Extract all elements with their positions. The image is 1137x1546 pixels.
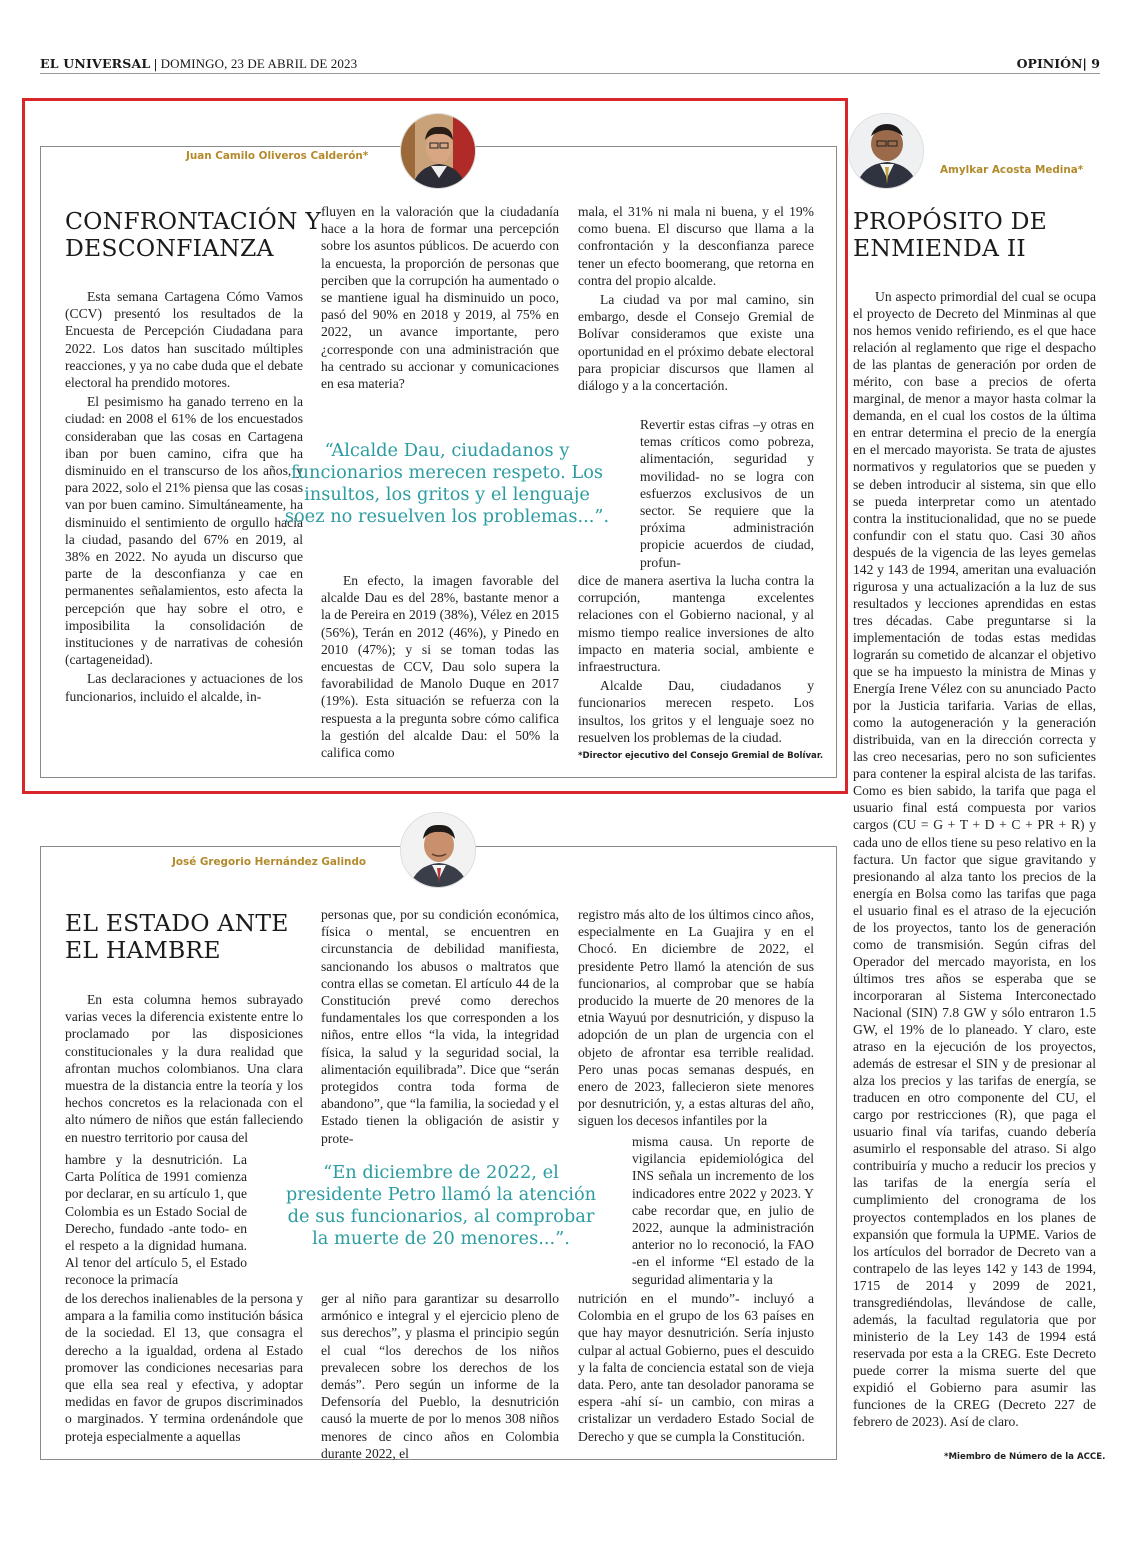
paragraph: hambre y la desnutrición. La Carta Política de 1991 comienza por declarar, en su artículo 1, que Colombia es un Estado Social de Derecho, fundado -ante todo- en el respeto a la dignidad humana. Al tenor del artículo 5, el Estado reconoce la primacía (65, 1152, 247, 1288)
article-column (321, 572, 559, 763)
author-footnote: *Miembro de Número de la ACCE. (944, 1452, 1106, 1462)
article-column (65, 1151, 247, 1291)
article-headline (853, 208, 1047, 262)
headline-line: DESCONFIANZA (65, 234, 274, 262)
pull-quote-line: “En diciembre de 2022, el (323, 1162, 559, 1183)
paragraph: nutrición en el mundo”- incluyó a Colombia en el grupo de los 63 países en que hay mayor desnutrición. Sería injusto culpar al actual Gobierno, pues el descuido y la falta de conciencia estatal son de vieja data. Pero, ante tan desolador panorama se espera -ahí sí- un cambio, con miras a cristalizar un verdadero Estado Social de Derecho y que se cumpla la Constitución. (578, 1291, 814, 1444)
pull-quote-line: presidente Petro llamó la atención (285, 1184, 597, 1205)
article-headline (65, 910, 289, 964)
paragraph: Esta semana Cartagena Cómo Vamos (CCV) presentó los resultados de la Encuesta de Percepción Ciudadana para 2022. Los datos han suscitado múltiples reacciones, y ya no cabe duda que el debate electoral ha prendido motores. (65, 289, 303, 391)
paragraph: Un aspecto primordial del cual se ocupa el proyecto de Decreto del Minminas al que nos hemos venido refiriendo, es el que hace relación al reglamento que rige el despacho de las plantas de generación por orden de mérito, con base a precios de oferta marginal, de menor a mayor hasta colmar la demanda, en el cual los costos de la última en entrar determina el precio de la energía en el mercado mayorista. Se trata de ajustes normativos y regulatorios que se pueden y se deben introducir al sistema, sin que ello se pueda interpretar como un atentado contra la institucionalidad, que no se puede confundir con el statu quo. Casi 30 años después de la vigencia de las leyes gemelas 142 y 143 de 1994, ameritan una evaluación rigurosa y una actualización a la luz de sus resultados y lecciones aprendidas en estas tres décadas. Cabe preguntarse si la implementación de todas estas medidas lograrán su cometido de alcanzar el objetivo que se ha impuesto la ministra de Minas y Energía Irene Vélez con su anunciado Pacto por la Justicia tarifaria. Varias de ellas, como la autogeneración y la generación distribuida, van en la dirección correcta y las creo necesarias, pero no son suficientes para contener la espiral alcista de las tarifas. Como es bien sabido, la tarifa que paga el usuario final está compuesta por varios cargos (CU = G + T + D + C + PR + R) y cada uno de ellos tiene su peso relativo en la factura. Un factor que sigue gravitando y presionando al alza tanto los precios de la energía en Bolsa como las tarifas que paga el usuario final es el atraso de la ejecución de los proyectos, tanto los de generación como de transmisión. Según cifras del Operador del mercado mayorista, en los últimos tres años se esperaba que se incorporaran al Sistema Interconectado Nacional (SIN) 7.8 GW y sólo entraron 1.5 GW, el 19% de lo planeado. Y claro, este atraso en la ejecución de los proyectos, además de estresar el SIN y de presionar al alza los precios y las tarifas de energía, se traducen en otro componente del CU, el cargo por restricciones (R), que paga el usuario final vía tarifas, cuando debería asumirlo el responsable del atraso. Si algo contribuiría y mucho a reducir los precios y las tarifas de la energía sería el cumplimiento del cronograma de los proyectos contemplados en los planes de expansión que formula la UPME. Varios de los artículos del borrador de Decreto van a contrapelo de las leyes 142 y 143 de 1994, 1715 de 2014 y 2099 de 2021, transgrediéndolas, llevándose de calle, además, la facultad regulatoria que por ministerio de la Ley 143 de 1994 está reservada por esta a la CREG. Este Decreto puede correr la misma suerte del que expidió el Gobierno para asumir las funciones de la CREG (Decreto 227 de febrero de 2023). Así de claro. (853, 289, 1096, 1430)
paragraph: Revertir estas cifras –y otras en temas críticos como pobreza, alimentación, seguridad y movilidad- no se logra con esfuerzos exclusivos de un sector. Se requiere que la próxima administración propicie acuerdos de ciudad, profun- (640, 417, 814, 570)
pull-quote-line: soez no resuelven los problemas...”. (284, 506, 610, 527)
article-column (321, 1290, 559, 1464)
author-photo (400, 812, 476, 888)
author-photo (848, 113, 924, 189)
masthead-right (1017, 56, 1100, 71)
author-photo (400, 113, 476, 189)
headline-line: EL ESTADO ANTE (65, 909, 289, 937)
article-column (578, 1290, 814, 1447)
paragraph: La ciudad va por mal camino, sin embargo, desde el Consejo Gremial de Bolívar consideramos que existe una oportunidad en el próximo debate electoral para propiciar discursos que llamen al diálogo y a la concertación. (578, 292, 814, 394)
pull-quote-line: insultos, los gritos y el lenguaje (304, 484, 590, 505)
author-byline: Juan Camilo Oliveros Calderón* (182, 150, 372, 162)
section-name: OPINIÓN| (1016, 56, 1087, 71)
article-column (640, 416, 814, 573)
article-headline (65, 208, 321, 262)
author-byline: Amylkar Acosta Medina* (936, 164, 1087, 176)
page-masthead (40, 56, 1100, 74)
paragraph: registro más alto de los últimos cinco años, especialmente en La Guajira y en el Chocó. En diciembre de 2022, el presidente Petro llamó la atención de sus funcionarios, al comprobar que se había producido la muerte de 20 menores de la etnia Wayuú por desnutrición, y dispuso la adopción de un plan de urgencia con el objeto de afrontar esa terrible realidad. Pero unas pocas semanas después, en enero de 2023, fallecieron siete menores por desnutrición, y, a estas alturas del año, siguen los decesos infantiles por la (578, 907, 814, 1129)
paragraph: personas que, por su condición económica, física o mental, se encuentren en circunstancia de debilidad manifiesta, sancionando los abusos o maltratos que contra ellas se cometan. El artículo 44 de la Constitución prevé como derechos fundamentales los que corresponden a los niños, entre ellos “la vida, la integridad física, la salud y la seguridad social, la alimentación equilibrada”. Dice que “serán protegidos contra toda forma de abandono”, que “la familia, la sociedad y el Estado tienen la obligación de asistir y prote- (321, 907, 559, 1146)
headline-line: PROPÓSITO DE (853, 207, 1048, 235)
article-column (578, 572, 814, 748)
paragraph: ger al niño para garantizar su desarrollo armónico e integral y el ejercicio pleno de sus derechos”, y plasma el principio según el cual “los derechos de los niños prevalecen sobre los derechos de los demás”. Pero según un informe de la Defensoría del Pueblo, la desnutrición causó la muerte de por lo menos 308 niños menores de cinco años en Colombia durante 2022, el (321, 1291, 559, 1461)
headline-line: CONFRONTACIÓN Y (65, 207, 322, 235)
article-column (65, 1290, 303, 1447)
paragraph: dice de manera asertiva la lucha contra la corrupción, mantenga excelentes relaciones con el Gobierno nacional, y al mismo tiempo realice inversiones de alto impacto en materia social, ambiente e infraestructura. (578, 573, 814, 675)
pull-quote (256, 1162, 626, 1250)
newspaper-name: EL UNIVERSAL (40, 56, 151, 71)
pull-quote-line: de sus funcionarios, al comprobar (287, 1206, 595, 1227)
paragraph: mala, el 31% ni mala ni buena, y el 19% como buena. El discurso que llama a la confrontación y la desconfianza parece tener un efecto boomerang, que retorna en contra del propio alcalde. (578, 204, 814, 288)
pull-quote-line: la muerte de 20 menores...”. (312, 1228, 570, 1249)
pull-quote-line: “Alcalde Dau, ciudadanos y (324, 440, 570, 461)
article-column (321, 203, 559, 394)
page-number: 9 (1091, 56, 1100, 71)
paragraph: misma causa. Un reporte de vigilancia epidemiológica del INS señala un incremento de los indicadores entre 2022 y 2023. Y cabe recordar que, en julio de 2022, aunque la administración anterior no lo reconoció, la FAO -en el informe “El estado de la seguridad alimentaria y la (632, 1134, 814, 1287)
masthead-separator: | (153, 56, 158, 71)
article-column (578, 906, 814, 1132)
pull-quote-line: funcionarios merecen respeto. Los (290, 462, 604, 483)
article-column (632, 1133, 814, 1290)
paragraph: de los derechos inalienables de la persona y ampara a la familia como institución básica de la sociedad. El 13, que consagra el derecho a la igualdad, ordena al Estado promover las condiciones necesarias para que ella sea real y efectiva, y adoptar medidas en favor de grupos discriminados o marginados. Y termina ordenándole que proteja especialmente a aquellas (65, 1291, 303, 1444)
paragraph: En esta columna hemos subrayado varias veces la diferencia existente entre lo proclamado por las disposiciones constitucionales y la dura realidad que afrontan muchos colombianos. Una clara muestra de la distancia entre la teoría y los hechos concretos es la relacionada con el alto número de niños que están falleciendo en nuestro territorio por causa del (65, 992, 303, 1145)
article-column (321, 906, 559, 1149)
paragraph: El pesimismo ha ganado terreno en la ciudad: en 2008 el 61% de los encuestados consideraban que las cosas en Cartagena iban por buen camino, cifra que ha disminuido en el transcurso de los años, y para 2022, solo el 21% piensa que las cosas van por buen camino. Simultáneamente, ha disminuido el sentimiento de orgullo hacia la ciudad, pasando del 67% en 2019, al 38% en 2022. No ayuda un discurso que parte de la desconfianza y cae en permanentes señalamientos, esto afecta la percepción que hay sobre el otro, e imposibilita la consolidación de instituciones y de narrativas de cohesión (cartageneidad). (65, 394, 303, 668)
paragraph: Alcalde Dau, ciudadanos y funcionarios merecen respeto. Los insultos, los gritos y el lenguaje soez no resuelven los problemas de la ciudad. (578, 678, 814, 745)
publication-date: DOMINGO, 23 DE ABRIL DE 2023 (160, 56, 358, 71)
pull-quote (262, 440, 632, 528)
paragraph: En efecto, la imagen favorable del alcalde Dau es del 28%, bastante menor a la de Pereira en 2019 (38%), Vélez en 2015 (56%), Terán en 2012 (46%), y Pinedo en 2010 (47%); y si se toman todas las encuestas de CCV, Dau solo supera la favorabilidad de Manolo Duque en 2017 (19%). Esta situación se refuerza con la respuesta a la pregunta sobre cómo califica la gestión del alcalde Dau: el 50% la califica como (321, 573, 559, 761)
article-column (853, 288, 1096, 1432)
masthead-left (40, 56, 357, 72)
author-footnote: *Director ejecutivo del Consejo Gremial de Bolívar. (578, 751, 824, 761)
article-column (578, 203, 814, 396)
headline-line: ENMIENDA II (853, 234, 1026, 262)
paragraph: Las declaraciones y actuaciones de los funcionarios, incluido el alcalde, in- (65, 671, 303, 704)
author-byline: José Gregorio Hernández Galindo (168, 856, 370, 868)
headline-line: EL HAMBRE (65, 936, 221, 964)
article-column (65, 991, 303, 1148)
paragraph: fluyen en la valoración que la ciudadanía hace a la hora de formar una percepción sobre los asuntos públicos. De acuerdo con la encuesta, la proporción de personas que perciben que la corrupción ha aumentado o se mantiene igual ha disminuido un poco, pasó del 90% en 2018 y 2019, al 75% en 2022, un avance importante, pero ¿corresponde con una administración que ha centrado su accionar y comunicaciones en esa materia? (321, 204, 559, 392)
